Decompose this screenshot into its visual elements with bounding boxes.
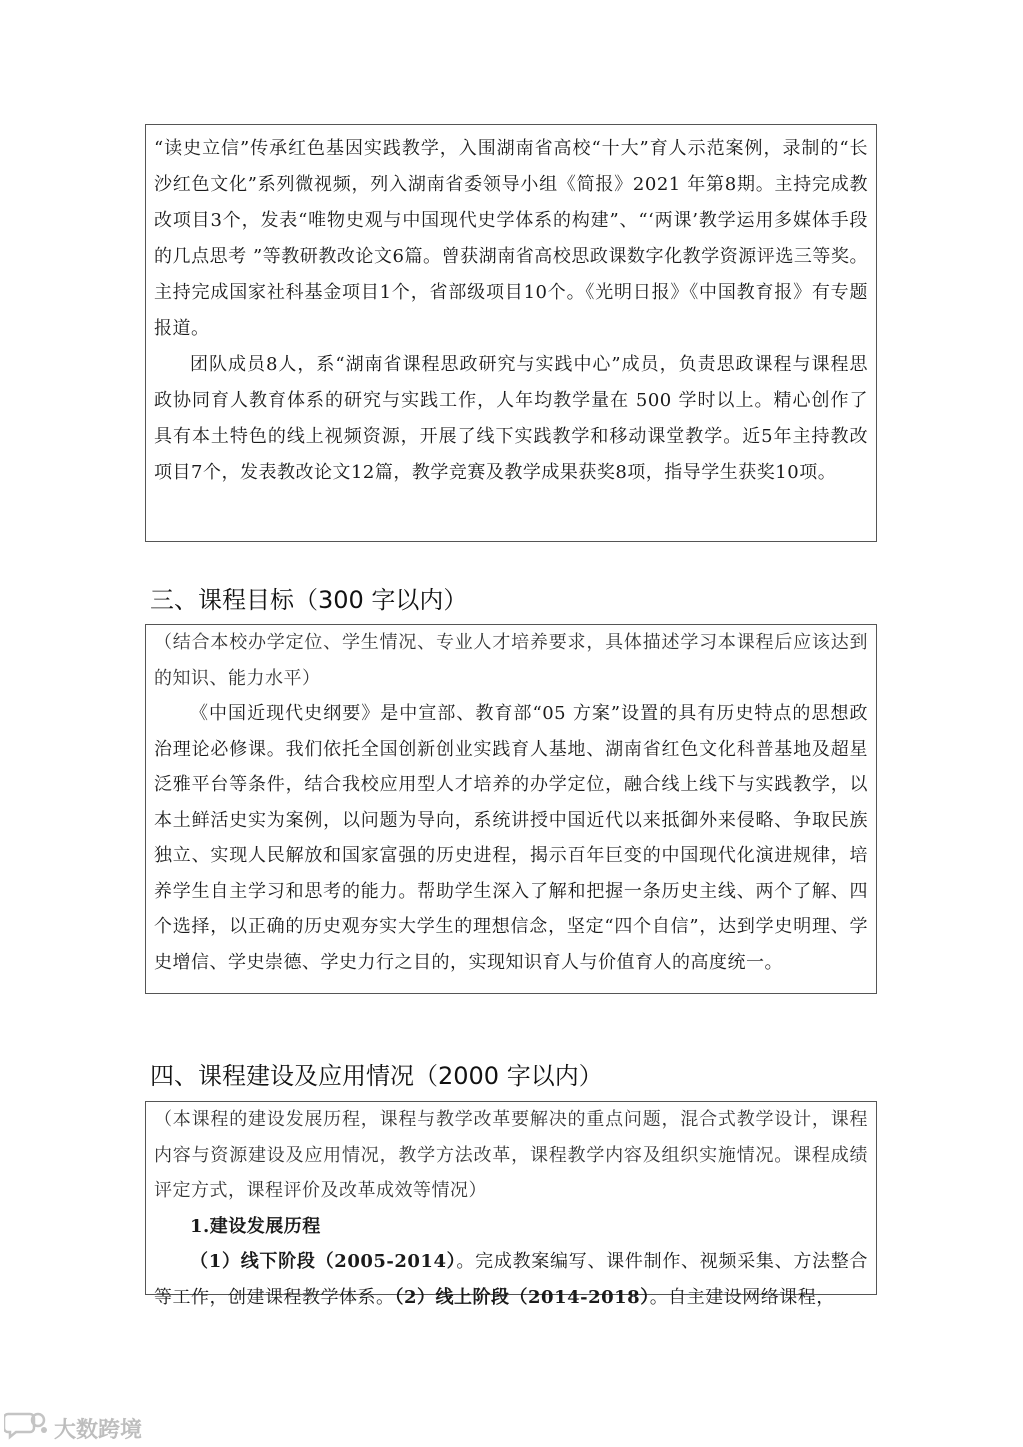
team-paragraph-1: “读史立信”传承红色基因实践教学，入围湖南省高校“十大”育人示范案例，录制的“长沙红色文化”系列微视频，列入湖南省委领导小组《简报》2021 年第8期。主持完成教改项目3个，发表“唯物史观与中国现代史学体系的构建”、“‘两课’教学运用多媒体手段的几点思考 ”等教研教改论文6篇。曾获湖南省高校思政课数字化教学资源评选三等奖。主持完成国家社科基金项目1个，省部级项目10个。《光明日报》《中国教育报》有专题报道。 [154, 138, 868, 339]
course-goal-note: （结合本校办学定位、学生情况、专业人才培养要求，具体描述学习本课程后应该达到的知识、能力水平） [154, 632, 868, 689]
chat-bubble-logo-icon [4, 1410, 48, 1446]
course-construction-note: （本课程的建设发展历程，课程与教学改革要解决的重点问题，混合式教学设计，课程内容与资源建设及应用情况，教学方法改革，课程教学内容及组织实施情况。课程成绩评定方式，课程评价及改革成效等情况） [154, 1109, 868, 1201]
team-paragraph-2: 团队成员8人，系“湖南省课程思政研究与实践中心”成员，负责思政课程与课程思政协同育人教育体系的研究与实践工作，人年均教学量在 500 学时以上。精心创作了具有本土特色的线上视频资源，开展了线下实践教学和移动课堂教学。近5年主持教改项目7个，发表教改论文12篇，教学竞赛及教学成果获奖8项，指导学生获奖10项。 [154, 354, 868, 483]
section-4-heading: 四、课程建设及应用情况（2000 字以内） [150, 1062, 603, 1090]
subheading-development-history: 1.建设发展历程 [190, 1215, 321, 1237]
stage-1-title: 线下阶段 [240, 1251, 316, 1272]
course-goal-body: 《中国近现代史纲要》是中宣部、教育部“05 方案”设置的具有历史特点的思想政治理论必修课。我们依托全国创新创业实践育人基地、湖南省红色文化科普基地及超星泛雅平台等条件，结合我校应用型人才培养的办学定位，融合线上线下与实践教学，以本土鲜活史实为案例，以问题为导向，系统讲授中国近代以来抵御外来侵略、争取民族独立、实现人民解放和国家富强的历史进程，揭示百年巨变的中国现代化演进规律，培养学生自主学习和思考的能力。帮助学生深入了解和把握一条历史主线、两个了解、四个选择，以正确的历史观夯实大学生的理想信念，坚定“四个自信”，达到学史明理、学史增信、学史崇德、学史力行之目的，实现知识育人与价值育人的高度统一。 [154, 703, 868, 973]
watermark-text: 大数跨境 [54, 1417, 143, 1443]
stage-2-title: 线上阶段 [435, 1286, 510, 1308]
course-construction-box [145, 1101, 877, 1308]
stage-2-text: 。自主建设网络课程， [649, 1286, 835, 1308]
stage-1-years: （2005-2014） [315, 1251, 457, 1272]
stage-2-years: （2014-2018） [509, 1286, 650, 1308]
course-goal-box [145, 624, 877, 994]
stage-2-number: （2） [394, 1286, 436, 1308]
stage-1-number: （1） [190, 1251, 241, 1272]
stage-1-text: 。完成教案编写、课件制作、视频采集、方法整合等工作，创建课程教学体系。 [154, 1251, 869, 1308]
section-3-heading: 三、课程目标（300 字以内） [150, 586, 468, 614]
development-stages-paragraph [154, 1244, 868, 1315]
watermark [4, 1410, 142, 1446]
team-description-box [145, 124, 877, 542]
